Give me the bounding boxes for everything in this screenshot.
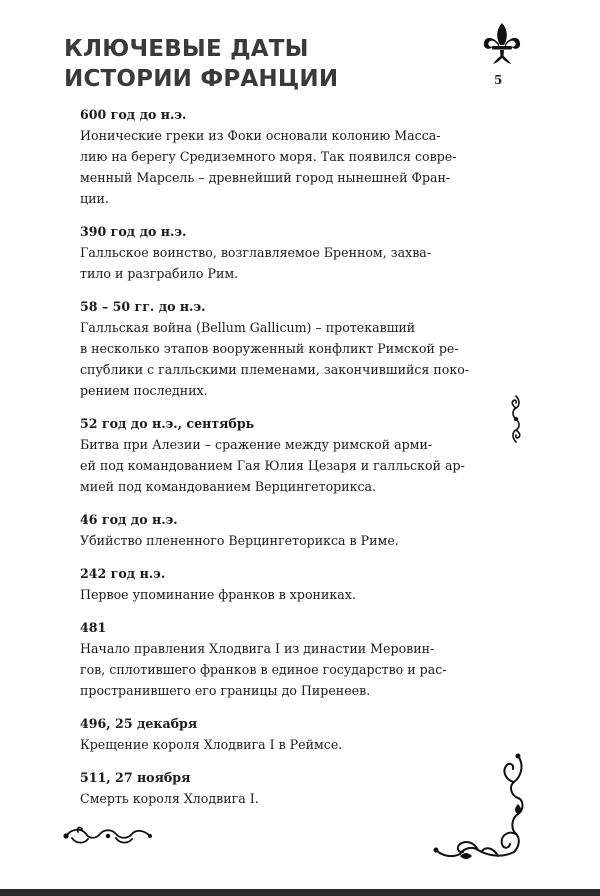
entry-text-line: Битва при Алезии – сражение между римской арми- [80, 437, 433, 452]
entry-date: 496, 25 декабря [80, 716, 198, 731]
timeline-entry [80, 617, 480, 701]
entry-text-line: спублики с галльскими племенами, закончившийся поко- [80, 362, 470, 377]
timeline-entry [80, 509, 480, 551]
entry-text-line: ей под командованием Гая Юлия Цезаря и галльской ар- [80, 458, 465, 473]
entry-text-line: гов, сплотившего франков в единое государство и рас- [80, 662, 447, 677]
entry-text-line: ции. [80, 191, 109, 206]
entry-text-line: в несколько этапов вооруженный конфликт Римской ре- [80, 341, 459, 356]
entry-text-line: мией под командованием Верцингеторикса. [80, 479, 377, 494]
entry-text [80, 434, 480, 497]
entry-date: 46 год до н.э. [80, 512, 178, 527]
flourish-icon [508, 394, 524, 444]
entry-text [80, 584, 480, 605]
entry-text [80, 734, 480, 755]
entry-text-line: Смерть короля Хлодвига I. [80, 791, 259, 806]
timeline-entry [80, 713, 480, 755]
bottom-edge-bar [0, 889, 600, 896]
entry-date: 52 год до н.э., сентябрь [80, 416, 255, 431]
timeline-list [80, 104, 480, 821]
entry-date: 481 [80, 620, 107, 635]
entry-date: 511, 27 ноября [80, 770, 191, 785]
entry-text-line: Убийство плененного Верцингеторикса в Риме. [80, 533, 399, 548]
entry-date: 242 год н.э. [80, 566, 166, 581]
entry-text-line: лию на берегу Средиземного моря. Так появился совре- [80, 149, 457, 164]
entry-text [80, 788, 480, 809]
entry-date: 390 год до н.э. [80, 224, 187, 239]
chapter-title-line-1: КЛЮЧЕВЫЕ ДАТЫ [64, 36, 309, 62]
timeline-entry [80, 767, 480, 809]
entry-text-line: Крещение короля Хлодвига I в Реймсе. [80, 737, 343, 752]
corner-flourish-icon [432, 752, 528, 860]
entry-text-line: тило и разграбило Рим. [80, 266, 239, 281]
entry-text-line: Первое упоминание франков в хрониках. [80, 587, 356, 602]
entry-text-line: Ионические греки из Фоки основали колонию Масса- [80, 128, 441, 143]
entry-text [80, 530, 480, 551]
entry-text-line: Галльская война (Bellum Gallicum) – протекавший [80, 320, 416, 335]
timeline-entry [80, 221, 480, 284]
chapter-title-line-2: ИСТОРИИ ФРАНЦИИ [64, 66, 339, 92]
entry-text-line: Начало правления Хлодвига I из династии Меровин- [80, 641, 435, 656]
chapter-title [64, 34, 338, 94]
timeline-entry [80, 563, 480, 605]
entry-date: 58 – 50 гг. до н.э. [80, 299, 206, 314]
entry-text-line: пространившего его границы до Пиренеев. [80, 683, 371, 698]
entry-text-line: рением последних. [80, 383, 208, 398]
page-number: 5 [494, 73, 503, 87]
entry-text [80, 317, 480, 401]
timeline-entry [80, 413, 480, 497]
entry-text [80, 125, 480, 209]
timeline-entry [80, 296, 480, 401]
entry-text [80, 638, 480, 701]
entry-date: 600 год до н.э. [80, 107, 187, 122]
entry-text-line: менный Марсель – древнейший город нынешней Фран- [80, 170, 451, 185]
flourish-divider-icon [62, 824, 154, 848]
entry-text-line: Галльское воинство, возглавляемое Бренном, захва- [80, 245, 432, 260]
timeline-entry [80, 104, 480, 209]
fleur-de-lis-icon [482, 22, 522, 66]
entry-text [80, 242, 480, 284]
